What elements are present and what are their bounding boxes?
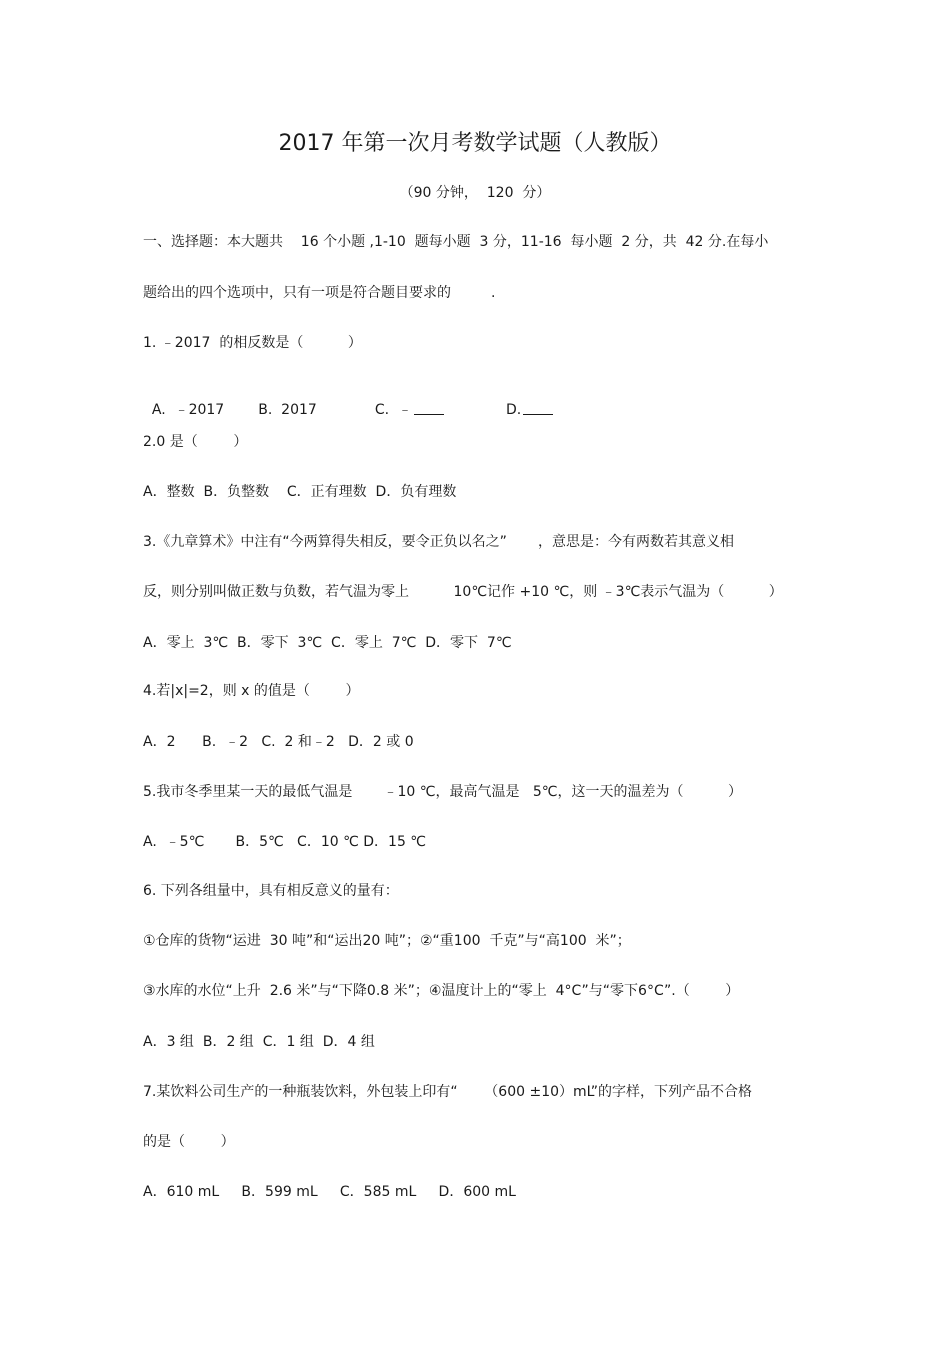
question-1-option-c: C. ﹣ xyxy=(374,402,412,418)
question-1-option-d: D. xyxy=(505,402,522,418)
fraction-line-c xyxy=(414,405,444,415)
section-instruction-line2: 题给出的四个选项中，只有一项是符合题目要求的 . xyxy=(143,285,496,301)
question-2-options: A．整数 B．负整数 C．正有理数 D．负有理数 xyxy=(143,484,457,500)
question-1-option-b: B. 2017 xyxy=(258,402,317,418)
question-3-line2: 反，则分别叫做正数与负数，若气温为零上 10℃记作 +10 ℃，则 ﹣3℃表示气温为（ ） xyxy=(143,584,783,600)
question-6-options: A．3 组 B．2 组 C．1 组 D．4 组 xyxy=(143,1034,375,1050)
section-instruction-line1: 一、选择题：本大题共 16 个小题 ,1-10 题每小题 3 分，11-16 每小题 2 分，共 42 分.在每小 xyxy=(143,234,769,250)
question-4-stem: 4.若|x|=2，则 x 的值是（ ） xyxy=(143,683,360,699)
page-title: 2017 年第一次月考数学试题（人教版） xyxy=(278,131,672,156)
question-1-stem: 1. ﹣2017 的相反数是（ ） xyxy=(143,335,362,351)
fraction-line-d xyxy=(523,405,553,415)
question-4-options: A．2 B. ﹣2 C. 2 和﹣2 D．2 或 0 xyxy=(143,734,414,750)
question-7-line1: 7.某饮料公司生产的一种瓶装饮料，外包装上印有“ （600 ±10）mL”的字样，下列产品不合格 xyxy=(143,1084,753,1100)
question-1-options xyxy=(143,383,553,419)
question-6-stem: 6. 下列各组量中，具有相反意义的量有： xyxy=(143,883,399,899)
question-6-line1: ①仓库的货物“运进 30 吨”和“运出20 吨”；②“重100 千克”与“高100 米”； xyxy=(143,933,631,949)
question-7-line2: 的是（ ） xyxy=(143,1134,235,1150)
question-6-line2: ③水库的水位“上升 2.6 米”与“下降0.8 米”；④温度计上的“零上 4°C”与“零下6°C”.（ ） xyxy=(143,983,740,999)
question-1-option-a: A. ﹣2017 xyxy=(151,402,225,418)
question-5-stem: 5.我市冬季里某一天的最低气温是 ﹣10 ℃，最高气温是 5℃，这一天的温差为（ ） xyxy=(143,784,742,800)
question-7-options: A．610 mL B．599 mL C．585 mL D．600 mL xyxy=(143,1184,516,1200)
question-3-line1: 3.《九章算术》中注有“今两算得失相反，要令正负以名之” ，意思是：今有两数若其意义相 xyxy=(143,534,735,550)
question-2-stem: 2.0 是（ ） xyxy=(143,434,248,450)
question-5-options: A. ﹣5℃ B．5℃ C．10 ℃ D．15 ℃ xyxy=(143,834,427,850)
question-3-options: A．零上 3℃ B．零下 3℃ C．零上 7℃ D．零下 7℃ xyxy=(143,635,512,651)
exam-duration-score: （90 分钟， 120 分） xyxy=(399,185,551,201)
